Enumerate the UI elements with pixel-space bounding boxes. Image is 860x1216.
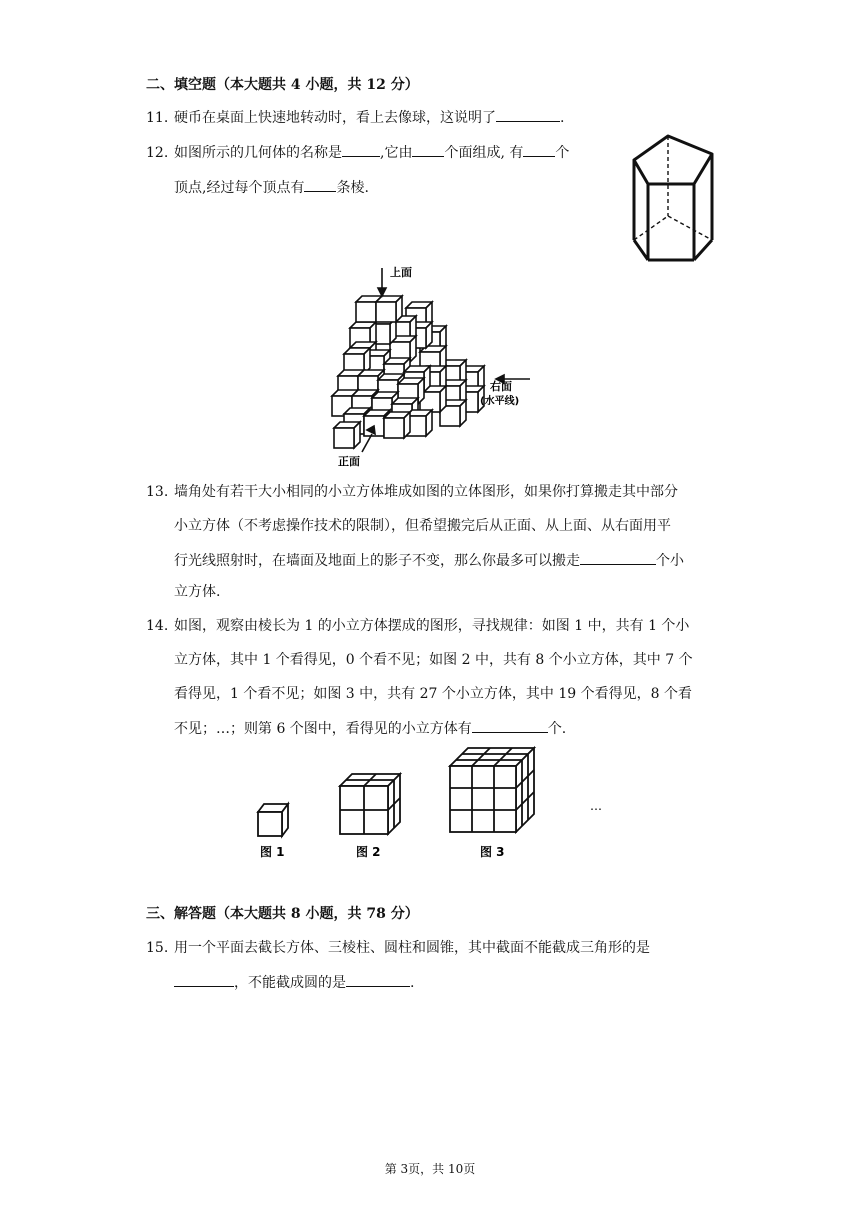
question-14-line3: 看得见，1 个看不见；如图 3 中，共有 27 个小立方体，其中 19 个看得见，8 个看: [174, 686, 692, 702]
question-text: 个.: [547, 721, 567, 737]
figure-1-caption: 图 1: [260, 845, 285, 859]
question-13: [146, 482, 678, 502]
answer-blank[interactable]: [523, 142, 555, 157]
question-text: 个面组成, 有: [444, 145, 524, 161]
figure-2-cube: [340, 774, 400, 834]
right-view-label: 右面: [490, 380, 512, 393]
cube-pattern-figure: [250, 742, 630, 872]
figure-2-caption: 图 2: [356, 845, 381, 859]
answer-blank[interactable]: [304, 177, 336, 192]
question-text: ，不能截成圆的是: [234, 975, 346, 991]
question-text: 行光线照射时，在墙面及地面上的影子不变，那么你最多可以搬走: [174, 553, 580, 569]
answer-blank[interactable]: [346, 972, 410, 987]
question-text: 顶点,经过每个顶点有: [174, 180, 305, 196]
question-text: 墙角处有若干大小相同的小立方体堆成如图的立体图形，如果你打算搬走其中部分: [174, 484, 678, 500]
question-number: 12.: [146, 145, 169, 161]
question-number: 11.: [146, 110, 169, 126]
question-number: 15.: [146, 940, 169, 956]
answer-blank[interactable]: [496, 107, 560, 122]
question-text: 如图，观察由棱长为 1 的小立方体摆成的图形，寻找规律：如图 1 中，共有 1 个小: [174, 618, 690, 634]
question-13-line4: 立方体.: [174, 584, 221, 600]
question-12: [146, 142, 569, 163]
question-11: [146, 107, 564, 128]
question-text: 不见；…；则第 6 个图中，看得见的小立方体有: [174, 721, 472, 737]
answer-blank[interactable]: [342, 142, 380, 157]
question-13-line2: 小立方体（不考虑操作技术的限制），但希望搬完后从正面、从上面、从右面用平: [174, 518, 671, 534]
section-title-answer: 三、解答题（本大题共 8 小题，共 78 分）: [146, 906, 419, 922]
question-14: [146, 616, 689, 636]
answer-blank[interactable]: [580, 550, 656, 565]
continuation-dots: …: [590, 799, 602, 813]
answer-blank[interactable]: [412, 142, 444, 157]
question-15: [146, 938, 650, 958]
question-text: 如图所示的几何体的名称是: [174, 145, 342, 161]
front-view-label: 正面: [338, 455, 360, 468]
question-13-line3: [174, 550, 684, 571]
question-text: 硬币在桌面上快速地转动时，看上去像球，这说明了: [174, 110, 496, 126]
question-text: ,它由: [380, 145, 413, 161]
question-14-line4: [174, 718, 566, 739]
question-12-line2: [174, 177, 369, 198]
right-view-sublabel: (水平线): [480, 396, 520, 407]
question-14-line2: 立方体，其中 1 个看得见，0 个看不见；如图 2 中，共有 8 个小立方体，其中 7 个: [174, 652, 693, 668]
pentagonal-prism-figure: [620, 128, 720, 268]
stacked-cubes-figure: [320, 262, 540, 472]
top-view-label: 上面: [390, 266, 412, 279]
question-text: 条棱.: [336, 180, 369, 196]
question-end: .: [560, 110, 565, 126]
question-number: 13.: [146, 484, 169, 500]
answer-blank[interactable]: [472, 718, 548, 733]
figure-3-caption: 图 3: [480, 845, 505, 859]
figure-3-cube: [450, 748, 534, 832]
question-text: 个: [555, 145, 570, 161]
question-15-line2: [174, 972, 414, 993]
figure-1-cube: [258, 804, 288, 836]
answer-blank[interactable]: [174, 972, 234, 987]
question-number: 14.: [146, 618, 169, 634]
section-title-fill-blank: 二、填空题（本大题共 4 小题，共 12 分）: [146, 77, 419, 93]
question-text: .: [410, 975, 415, 991]
question-text: 个小: [656, 553, 684, 569]
question-text: 用一个平面去截长方体、三棱柱、圆柱和圆锥，其中截面不能截成三角形的是: [174, 940, 650, 956]
page-footer: 第 3页，共 10页: [384, 1162, 476, 1176]
